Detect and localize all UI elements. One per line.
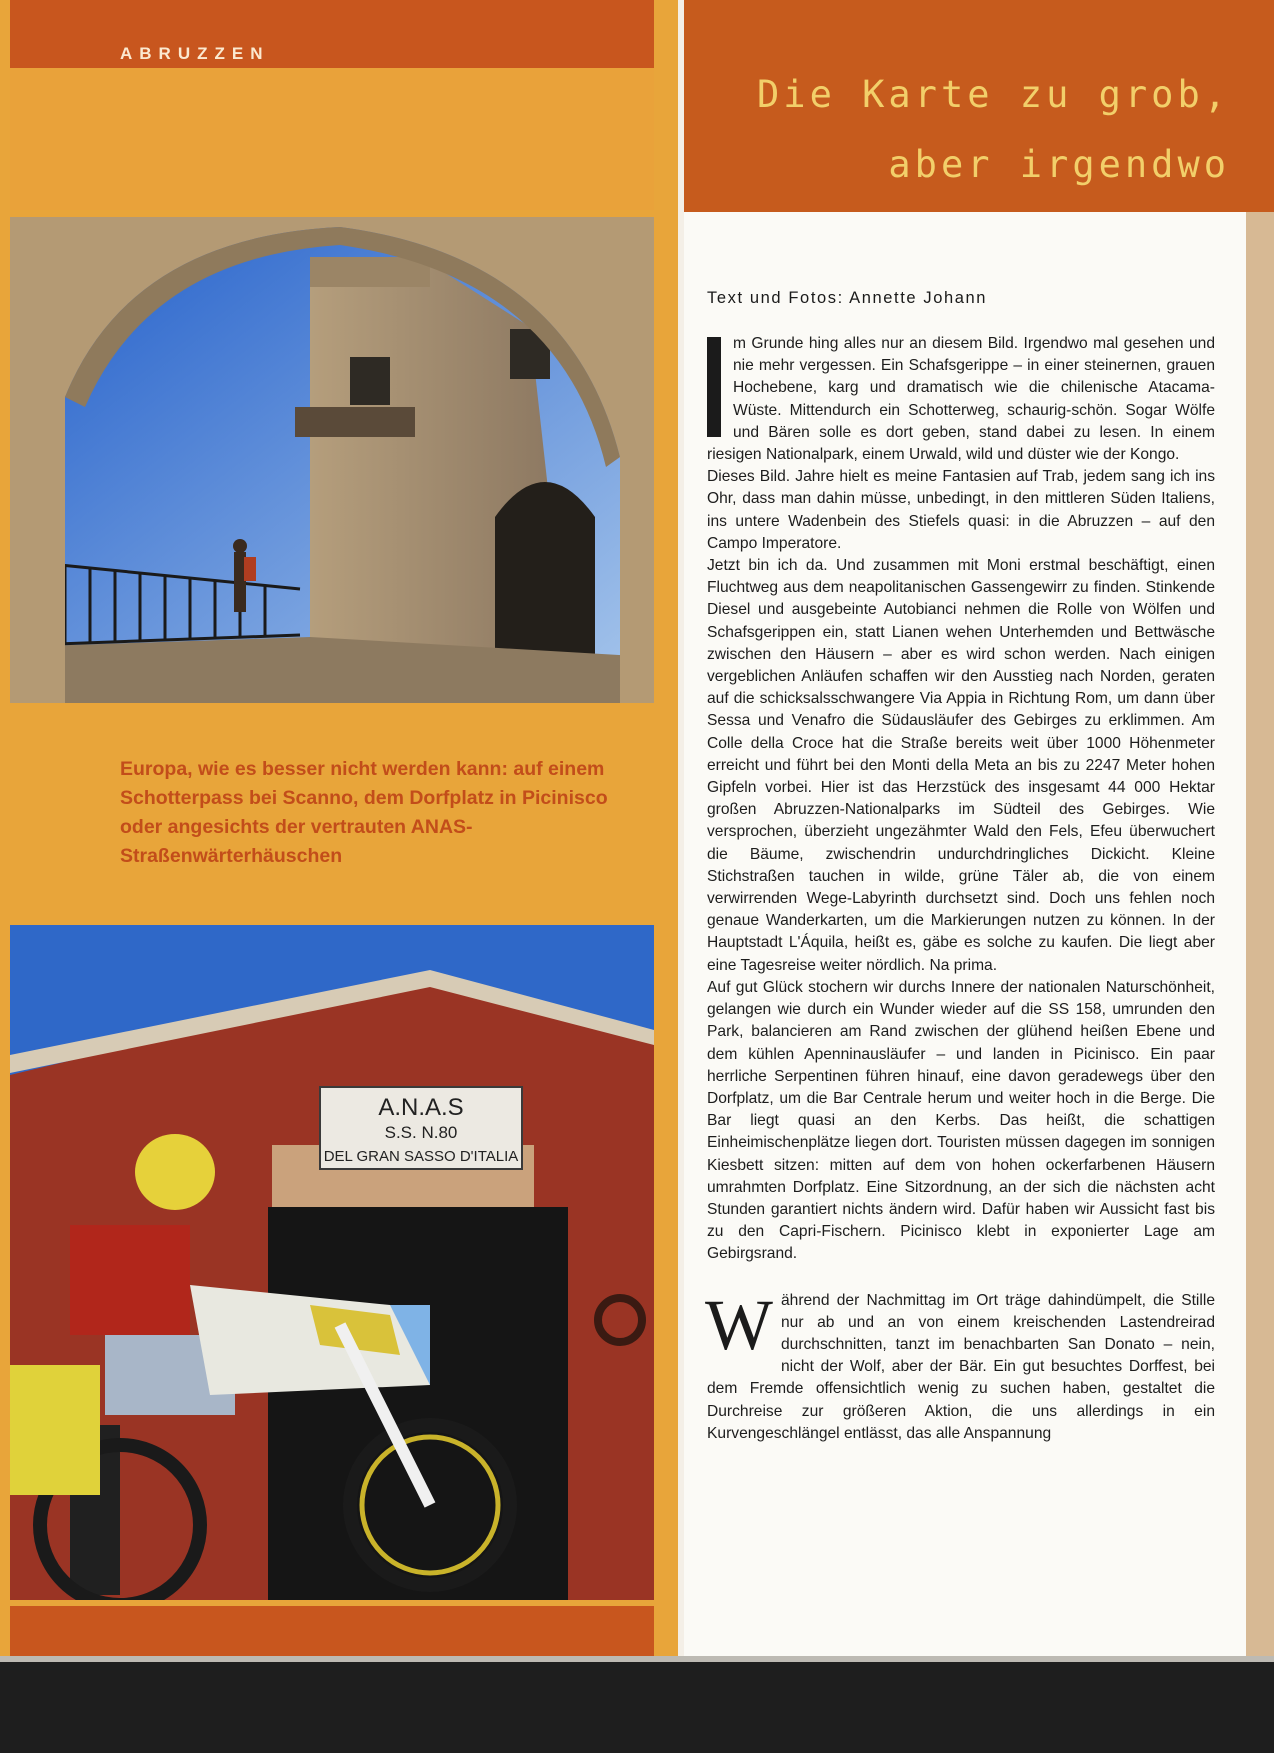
drop-cap-w: W xyxy=(705,1284,773,1365)
left-bottom-band xyxy=(10,1606,654,1656)
paragraph-1: m Grunde hing alles nur an diesem Bild. Irgendwo mal gesehen und nie mehr vergessen. Ein Schafsgerippe – in einer steinernen, grauen Hochebene, karg und dramatisch wie die chilenische Atacama-Wüste. Mittendurch ein Schotterweg, schaurig-schön. Sogar Wölfe und Bären solle es dort geben, stand dabei zu lesen. In einem riesigen Nationalpark, einem Urwald, wild und düster wie der Kongo. xyxy=(707,335,1215,464)
paragraph-5: Während der Nachmittag im Ort träge dahindümpelt, die Stille nur ab und an von einem kreischenden Lastendreirad durchschnitten, tanzt im benachbarten San Donato – nein, nicht der Wolf, aber der Bär. Ein gut besuchtes Dorffest, bei dem Fremde offensichtlich wenig zu suchen haben, gestaltet die Durchreise zur größeren Aktion, die uns allerdings in ein Kurvengeschlängel entlässt, das alle Anspannung xyxy=(705,1284,1215,1442)
drop-cap-i xyxy=(707,337,721,437)
section-label: ABRUZZEN xyxy=(120,44,270,63)
photo-motorcycle-anas-house xyxy=(10,925,654,1600)
photo-arch-illustration xyxy=(10,217,654,703)
photo-arch-tower xyxy=(10,217,654,703)
scan-background xyxy=(0,1656,1274,1753)
byline: Text und Fotos: Annette Johann xyxy=(707,289,988,307)
paragraph-2: Dieses Bild. Jahre hielt es meine Fantasien auf Trab, jedem sang ich ins Ohr, dass man dahin müsse, unbedingt, in den mittleren Süden Italiens, ins untere Wadenbein des Stiefels quasi: in die Abruzzen – auf den Campo Imperatore. xyxy=(707,468,1215,552)
paragraph-3: Jetzt bin ich da. Und zusammen mit Moni erstmal beschäftigt, einen Fluchtweg aus dem neapolitanischen Gassengewirr zu finden. Stinkende Diesel und ausgebeinte Autobianci nehmen die Rolle von Wölfen und Schafsgerippen ein, statt Lianen wehen Unterhemden und Bettwäsche zwischen den Häusern – aber es wird schon werden. Nach einigen vergeblichen Anläufen schaffen wir den Ausstieg nach Norden, geraten auf die schicksalsschwangere Via Appia in Richtung Rom, um dann über Sessa und Venafro die Südausläufer des Gebirges zu erklimmen. Am Colle della Croce hat die Straße bereits weit über 1000 Höhenmeter erreicht und führt bei den Monti della Meta an bis zu 2247 Meter hohen Gipfeln vorbei. Hier ist das Herzstück des insgesamt 44 000 Hektar großen Abruzzen-Nationalparks im Südteil des Gebirges. Wie versprochen, überzieht ungezähmter Wald den Fels, Efeu überwuchert die Bäume, zwischendrin undurchdringliches Dickicht. Kleine Stichstraßen tauchen in wilde, grüne Täler ab, die von einem verwirrenden Wege-Labyrinth durchsetzt sind. Doch uns fehlen noch genaue Wanderkarten, um die Markierungen nutzen zu können. In der Hauptstadt L'Áquila, heißt es, gäbe es solche zu kaufen. Die liegt aber eine Tagesreise weiter nördlich. Na prima. xyxy=(707,557,1215,974)
headline xyxy=(684,60,1230,200)
next-page-edge xyxy=(1246,0,1274,1660)
article-body xyxy=(707,333,1215,1445)
photo-motorcycle-illustration xyxy=(10,925,654,1600)
headline-line-1: Die Karte zu grob, xyxy=(757,73,1230,116)
sign-line2: S.S. N.80 xyxy=(384,1123,458,1142)
sign-line3: DEL GRAN SASSO D'ITALIA xyxy=(323,1148,519,1165)
next-page-header-edge xyxy=(1246,0,1274,212)
sign-line1: A.N.A.S xyxy=(378,1094,464,1121)
orange-block xyxy=(10,68,654,210)
left-top-band xyxy=(10,0,654,68)
headline-line-2: aber irgendwo xyxy=(888,143,1230,186)
scan-edge-strip xyxy=(0,1656,1274,1662)
photo-caption: Europa, wie es besser nicht werden kann: auf einem Schotterpass bei Scanno, dem Dorfplatz in Picinisco oder angesichts der vertrauten ANAS-Straßenwärterhäuschen xyxy=(120,758,608,867)
paragraph-4: Auf gut Glück stochern wir durchs Innere der nationalen Naturschönheit, gelangen wie durch ein Wunder wieder auf die SS 158, umrunden den Park, balancieren am Rand zwischen der glühend heißen Ebene und dem kühlen Apenninausläufer – und landen in Picinisco. Ein paar herrliche Serpentinen führen hinauf, eine davon geradewegs über den Dorfplatz, um die Bar Centrale herum und weiter hoch in die Berge. Die Bar liegt quasi an den Kerbs. Das heißt, die schattigen Einheimischenplätze liegen dort. Touristen müssen dagegen im sonnigen Kiesbett sitzen: mitten auf dem von hohen ockerfarbenen Häusern umrahmten Dorfplatz. Eine Sitzordnung, an der sich die nächsten acht Stunden garantiert nichts ändern wird. Dafür haben wir Aussicht fast bis zu den Capri-Fischern. Picinisco klebt in exponierter Lage am Gebirgsrand. xyxy=(707,978,1215,1263)
